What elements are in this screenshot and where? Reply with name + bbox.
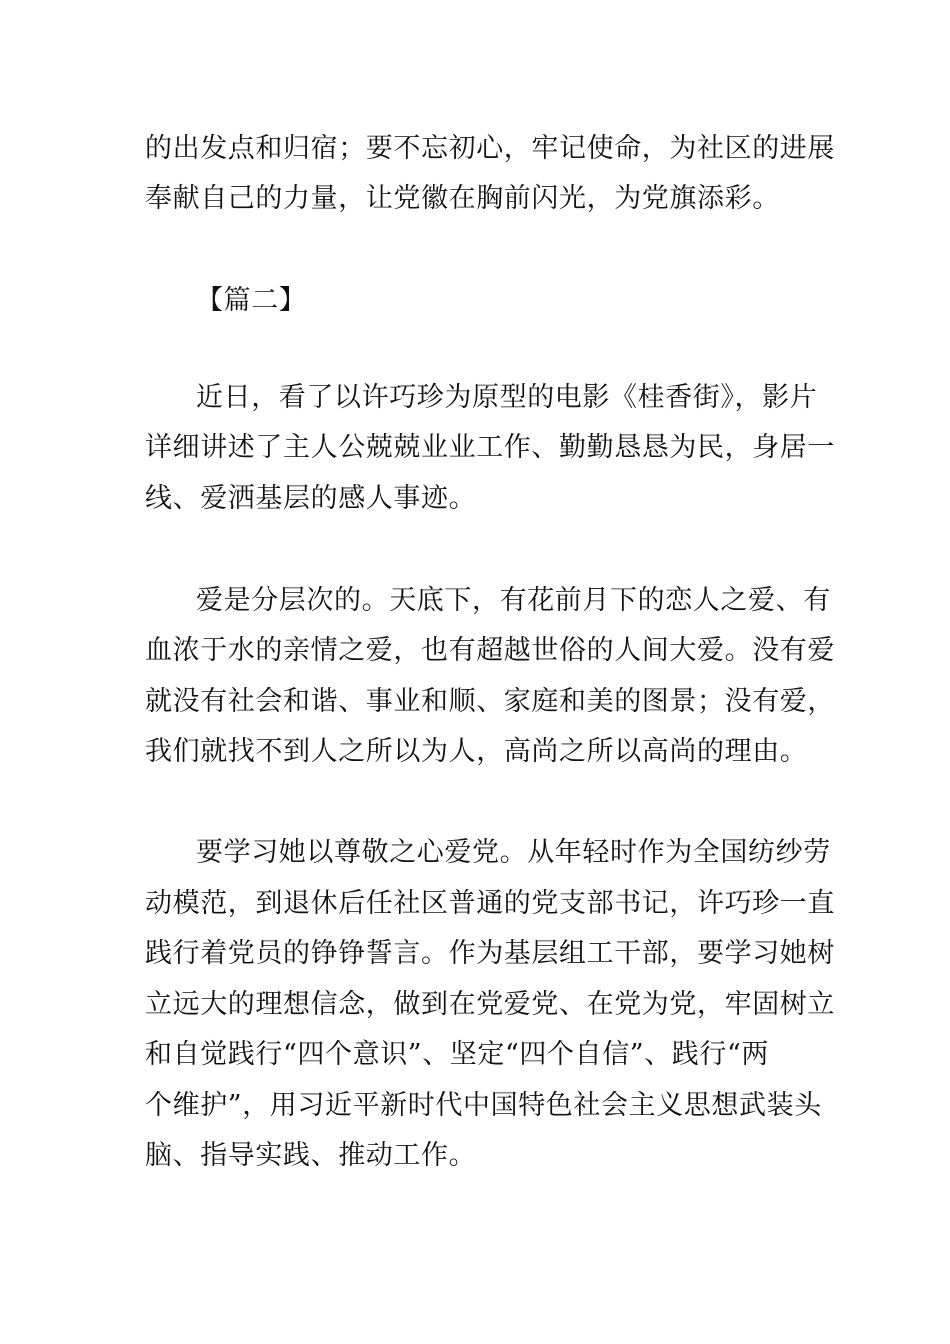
section-heading: 【篇二】 [196, 285, 307, 316]
text-line: 近日，看了以许巧珍为原型的电影《桂香街》，影片 [196, 382, 818, 413]
text-line: 详细讲述了主人公兢兢业业工作、勤勤恳恳为民，身居一 [145, 432, 835, 463]
text-line: 的出发点和归宿；要不忘初心，牢记使命，为社区的进展 [145, 133, 835, 164]
text-line: 个维护”，用习近平新时代中国特色社会主义思想武装头 [145, 1090, 822, 1121]
text-line: 动模范，到退休后任社区普通的党支部书记，许巧珍一直 [145, 888, 835, 919]
text-line: 我们就找不到人之所以为人，高尚之所以高尚的理由。 [145, 736, 808, 767]
text-line: 奉献自己的力量，让党徽在胸前闪光，为党旗添彩。 [145, 183, 780, 214]
text-line: 线、爱洒基层的感人事迹。 [145, 483, 477, 514]
text-line: 要学习她以尊敬之心爱党。从年轻时作为全国纺纱劳 [196, 837, 831, 868]
text-line: 血浓于水的亲情之爱，也有超越世俗的人间大爱。没有爱 [145, 635, 835, 666]
text-line: 脑、指导实践、推动工作。 [145, 1140, 477, 1171]
text-line: 立远大的理想信念，做到在党爱党、在党为党，牢固树立 [145, 989, 835, 1020]
text-line: 爱是分层次的。天底下，有花前月下的恋人之爱、有 [196, 585, 831, 616]
text-line: 和自觉践行“四个意识”、坚定“四个自信”、践行“两 [145, 1039, 770, 1070]
text-line: 就没有社会和谐、事业和顺、家庭和美的图景；没有爱， [145, 686, 835, 717]
text-line: 践行着党员的铮铮誓言。作为基层组工干部，要学习她树 [145, 938, 835, 969]
